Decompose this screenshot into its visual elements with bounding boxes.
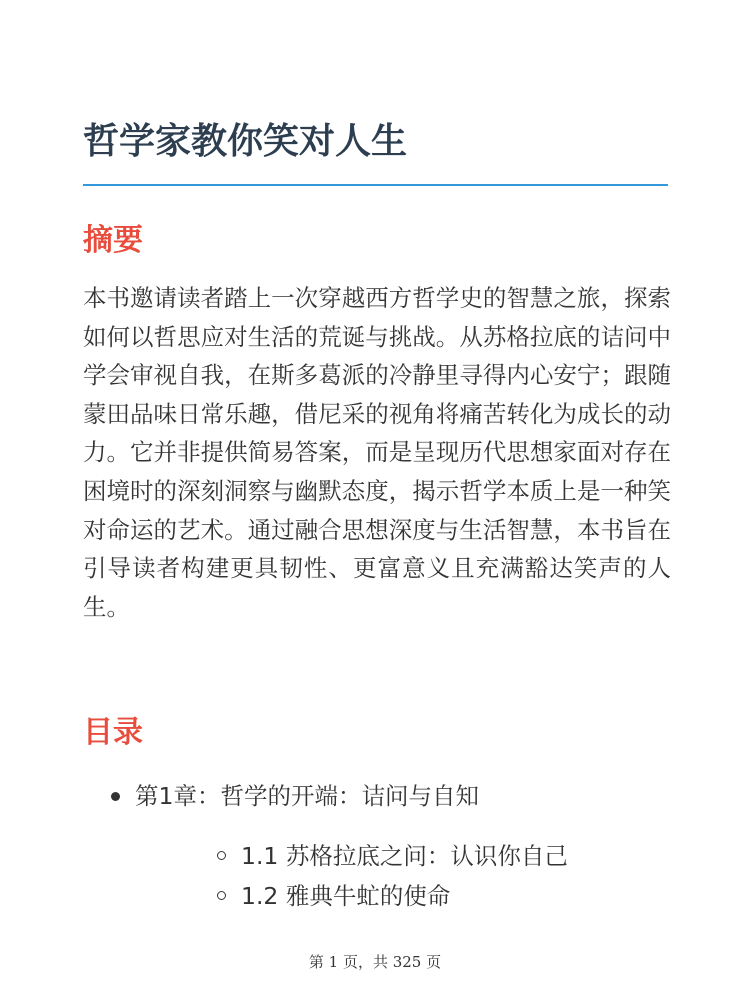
summary-paragraph: 本书邀请读者踏上一次穿越西方哲学史的智慧之旅，探索如何以哲思应对生活的荒诞与挑战。从苏格拉底的诘问中学会审视自我，在斯多葛派的冷静里寻得内心安宁；跟随蒙田品味日常乐趣，借尼采的视角将痛苦转化为成长的动力。它并非提供简易答案，而是呈现历代思想家面对存在困境时的深刻洞察与幽默态度，揭示哲学本质上是一种笑对命运的艺术。通过融合思想深度与生活智慧，本书旨在引导读者构建更具韧性、更富意义且充满豁达笑声的人生。 <box>83 284 671 621</box>
toc-heading: 目录 <box>83 715 143 750</box>
toc-chapter-item <box>83 776 683 916</box>
bullet-circle-icon <box>217 891 226 900</box>
bullet-disc-icon <box>111 792 120 801</box>
title-divider <box>83 184 668 186</box>
page-number-footer: 第 1 页，共 325 页 <box>308 953 442 971</box>
book-title: 哲学家教你笑对人生 <box>83 121 408 162</box>
toc-section-item <box>135 876 683 916</box>
toc-section-label: 1.2 雅典牛虻的使命 <box>241 882 451 910</box>
bullet-circle-icon <box>217 851 226 860</box>
toc-list <box>83 776 683 916</box>
toc-section-item <box>135 836 683 876</box>
toc-section-list <box>135 836 683 916</box>
toc-section-label: 1.1 苏格拉底之问：认识你自己 <box>241 842 568 870</box>
summary-heading: 摘要 <box>83 223 143 258</box>
toc-chapter-label: 第1章：哲学的开端：诘问与自知 <box>135 782 479 810</box>
